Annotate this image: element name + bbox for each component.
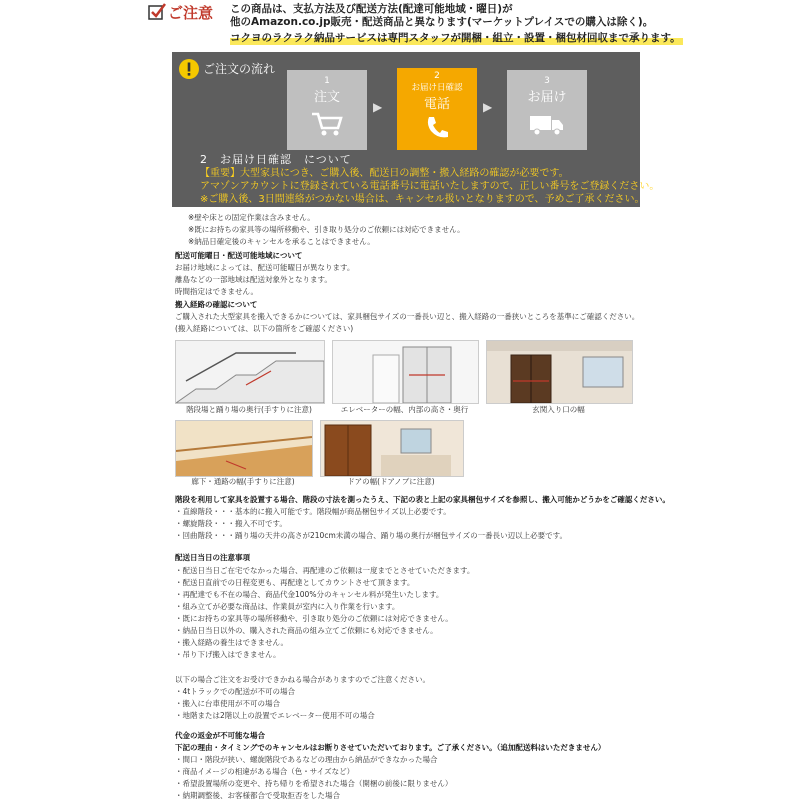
stairs-line: ・螺旋階段・・・搬入不可です。: [175, 519, 287, 528]
step-phone: [397, 68, 477, 150]
delivery-line: お届け地域によっては、配送可能曜日が異なります。: [175, 263, 355, 272]
stairs-photo: [175, 340, 325, 404]
door-photo: [320, 420, 464, 477]
refund-line: ・納期調整後、お客様都合で受取拒否をした場合: [175, 791, 340, 800]
refund-subheading: 下記の理由・タイミングでのキャンセルはお断りさせていただいております。ご了承ください。（追加配送料はいただきません）: [175, 743, 606, 752]
stairs-lines: [175, 506, 567, 542]
refund-line: ・希望設置場所の変更や、持ち帰りを希望された場合（開梱の前後に限りません）: [175, 779, 453, 788]
notice-important: 【重要】大型家具につき、ご購入後、配送日の調整・搬入経路の確認が必要です。: [200, 168, 569, 179]
refund-line: ・間口・階段が狭い、螺旋階段であるなどの理由から納品ができなかった場合: [175, 755, 438, 764]
arrow-right-icon: ▶: [483, 100, 493, 114]
delivery-heading: 配送可能曜日・配送可能地域について: [175, 251, 303, 260]
stairs-heading: 階段を利用して家具を設置する場合、階段の寸法を測ったうえ、下記の表と上記の家具梱包サイズを参照し、搬入可能かどうかをご確認ください。: [175, 495, 670, 504]
cart-icon: [310, 111, 344, 137]
caption-hallway: 廊下・通路の幅(手すりに注意): [191, 477, 295, 486]
header-line-2: 他のAmazon.co.jp販売・配送商品と異なります(マーケットプレイスでの購入は除く)。: [230, 16, 654, 28]
stairs-line: ・回曲階段・・・踊り場の天井の高さが210cm未満の場合、踊り場の奥行が梱包サイズの一番長い辺以上必要です。: [175, 531, 568, 540]
dayof-line: ・納品日当日以外の、購入された商品の組み立てご依頼にも対応できません。: [175, 626, 438, 635]
dayof-line: ・組み立てが必要な商品は、作業員が室内に入り作業を行います。: [175, 602, 400, 611]
caption-elevator: エレベーターの幅、内部の高さ・奥行: [340, 405, 469, 414]
impossible-line: ・搬入に台車使用が不可の場合: [175, 699, 280, 708]
dayof-lines: [175, 565, 474, 661]
step-label: お届け: [527, 90, 567, 105]
refund-lines: [175, 754, 452, 802]
note-line: ※壁や床との固定作業は含みません。: [188, 213, 315, 222]
dayof-line: ・搬入経路の養生はできません。: [175, 638, 288, 647]
checkbox-icon: [148, 3, 166, 21]
entrance-photo: [486, 340, 633, 404]
truck-icon: [529, 113, 565, 137]
section-2-title: 2 お届け日確認 について: [200, 153, 352, 166]
arrow-right-icon: ▶: [373, 100, 383, 114]
stairs-line: ・直線階段・・・基本的に搬入可能です。階段幅が商品梱包サイズ以上必要です。: [175, 507, 451, 516]
step-order: [287, 70, 367, 150]
step-number: 2: [434, 71, 440, 81]
note-line: ※既にお持ちの家具等の場所移動や、引き取り処分のご依頼には対応できません。: [188, 225, 465, 234]
impossible-line: ・地階または2階以上の設置でエレベーター使用不可の場合: [175, 711, 375, 720]
flow-title: ご注文の流れ: [203, 62, 276, 76]
step-label: 電話: [423, 97, 450, 112]
notice-title: ご注意: [168, 4, 214, 22]
impossible-line: ・4tトラックでの配送が不可の場合: [175, 687, 296, 696]
phone-icon: [423, 114, 451, 142]
delivery-line: 時間指定はできません。: [175, 287, 258, 296]
impossible-lines: [175, 686, 375, 722]
delivery-lines: [175, 262, 354, 298]
step-sublabel: お届け日確認: [411, 83, 463, 93]
caption-door: ドアの幅(ドアノブに注意): [347, 477, 435, 486]
dayof-line: ・既にお持ちの家具等の場所移動や、引き取り処分のご依頼には対応できません。: [175, 614, 453, 623]
step-number: 1: [324, 76, 330, 86]
elevator-photo: [332, 340, 479, 404]
refund-heading: 代金の返金が不可能な場合: [175, 731, 265, 740]
caption-stairs: 階段場と踊り場の奥行(手すりに注意): [186, 405, 312, 414]
step-number: 3: [544, 76, 550, 86]
dayof-line: ・配送日当日ご在宅でなかった場合、再配達のご依頼は一度までとさせていただきます。: [175, 566, 475, 575]
notice-phone: アマゾンアカウントに登録されている電話番号に電話いたしますので、正しい番号をご登録ください。: [200, 181, 660, 192]
step-delivery: [507, 70, 587, 150]
dayof-line: ・配送日直前での日程変更も、再配達としてカウントさせて頂きます。: [175, 578, 415, 587]
route-line-1: ご購入された大型家具を搬入できるかについては、家具梱包サイズの一番長い辺と、搬入経路の一番狭いところを基準にご確認ください。: [175, 312, 640, 321]
route-line-2: (搬入経路については、以下の箇所をご確認ください): [175, 324, 354, 333]
caption-entrance: 玄関入り口の幅: [532, 405, 585, 414]
notes: [188, 212, 465, 248]
dayof-line: ・再配達でも不在の場合、商品代金100%分のキャンセル料が発生いたします。: [175, 590, 444, 599]
delivery-line: 離島などの一部地域は配送対象外となります。: [175, 275, 332, 284]
impossible-intro: 以下の場合ご注文をお受けできかねる場合がありますのでご注意ください。: [175, 675, 430, 684]
service-highlight: コクヨのラクラク納品サービスは専門スタッフが開梱・組立・設置・梱包材回収まで承ります。: [230, 32, 681, 44]
hallway-photo: [175, 420, 313, 477]
header-line-1: この商品は、支払方法及び配送方法(配達可能地域・曜日)が: [230, 3, 513, 15]
note-line: ※納品日確定後のキャンセルを承ることはできません。: [188, 237, 375, 246]
refund-line: ・商品イメージの相違がある場合（色・サイズなど）: [175, 767, 355, 776]
exclamation-icon: [178, 58, 200, 80]
notice-cancel: ※ご購入後、3日間連絡がつかない場合は、キャンセル扱いとなりますので、予めご了承ください。: [200, 194, 645, 205]
route-heading: 搬入経路の確認について: [175, 300, 258, 309]
step-label: 注文: [313, 90, 340, 105]
dayof-heading: 配送日当日の注意事項: [175, 553, 250, 562]
dayof-line: ・吊り下げ搬入はできません。: [175, 650, 281, 659]
